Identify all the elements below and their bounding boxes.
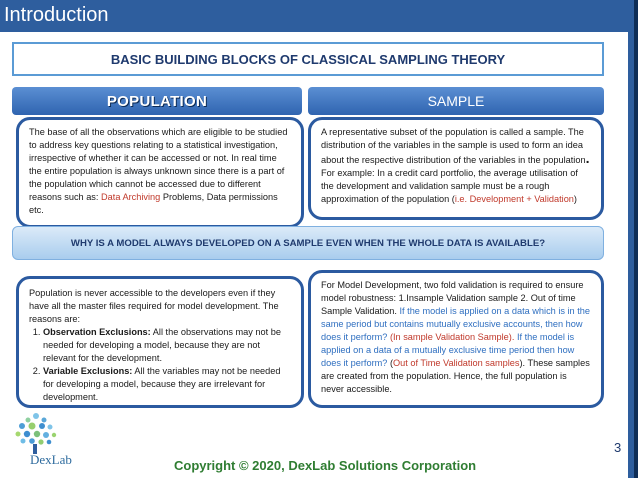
- reason-text: All the observations may not be needed for developing a model, because they are not relevant for the development.: [43, 327, 281, 363]
- validation-tail: ). These samples are created from the population. Hence, the full population is never accessible.: [321, 358, 590, 394]
- population-definition-card: [16, 117, 304, 228]
- population-label: POPULATION: [106, 92, 208, 110]
- validation-red2-open: (: [389, 358, 394, 368]
- sample-close: ): [573, 194, 577, 204]
- reason-label: Observation Exclusions:: [43, 327, 151, 337]
- question-bar: [12, 226, 604, 260]
- sample-validation-card: [308, 270, 604, 408]
- sample-big-dot: .: [585, 150, 590, 166]
- reasons-intro: Population is never accessible to the developers even if they have all the master files required for model development. The reasons are:: [29, 288, 279, 324]
- reason-text: All the variables may not be needed for developing a model, because they are irrelevant for development.: [43, 366, 281, 402]
- population-red-text: Data Archiving: [101, 192, 161, 202]
- question-text: WHY IS A MODEL ALWAYS DEVELOPED ON A SAMPLE EVEN WHEN THE WHOLE DATA IS AVAILABLE?: [70, 237, 546, 249]
- slide-title: Introduction: [4, 4, 109, 26]
- dexlab-logo-text: DexLab: [30, 452, 72, 467]
- title-bar: [0, 0, 638, 32]
- reason-item: [43, 365, 291, 404]
- page-number: 3: [614, 440, 622, 455]
- population-bar: [12, 87, 302, 115]
- sample-text2: For example: In a credit card portfolio, the average utilisation of the development and validation sample must be a rough approximation of the population (: [321, 168, 578, 204]
- validation-red1: (In sample Validation Sample).: [387, 332, 517, 342]
- reason-label: Variable Exclusions:: [43, 366, 133, 376]
- header-box: [12, 42, 604, 76]
- right-accent-strip-dark: [634, 0, 638, 478]
- population-text: The base of all the observations which are eligible to be studied to address key questions relating to a statistical investigation, irrespective of whether it can be accessed or not. In real time the entire population is always unknown since there is a part of the population which cannot be accessed due to different reasons such as:: [29, 127, 288, 202]
- copyright-text: Copyright © 2020, DexLab Solutions Corporation: [174, 458, 477, 473]
- reasons-list: [29, 326, 291, 404]
- reason-item: [43, 326, 291, 365]
- sample-label: SAMPLE: [427, 93, 485, 109]
- sample-bar: [308, 87, 604, 115]
- sample-definition-card: [308, 117, 604, 220]
- validation-blue2: If the model is applied on a data of a mutually exclusive time period then how does it perform?: [321, 332, 575, 368]
- population-reasons-card: [16, 276, 304, 408]
- population-tail: Problems, Data permissions etc.: [29, 192, 278, 215]
- sample-text1: A representative subset of the population is called a sample. The distribution of the variables in the sample is used to form an idea about the respective distribution of the variables in the population: [321, 127, 586, 165]
- sample-red-text: i.e. Development + Validation: [454, 194, 574, 204]
- validation-red2: Out of Time Validation samples: [393, 358, 520, 368]
- validation-blue1: If the model is applied on a data which is in the same period but contains mutually exclusive accounts, then how does it perform?: [321, 306, 590, 342]
- validation-p1: For Model Development, two fold validation is required to ensure model robustness: 1.Insample Validation sample 2. Out of time Sample Validation.: [321, 280, 584, 316]
- header-text: BASIC BUILDING BLOCKS OF CLASSICAL SAMPLING THEORY: [110, 51, 506, 67]
